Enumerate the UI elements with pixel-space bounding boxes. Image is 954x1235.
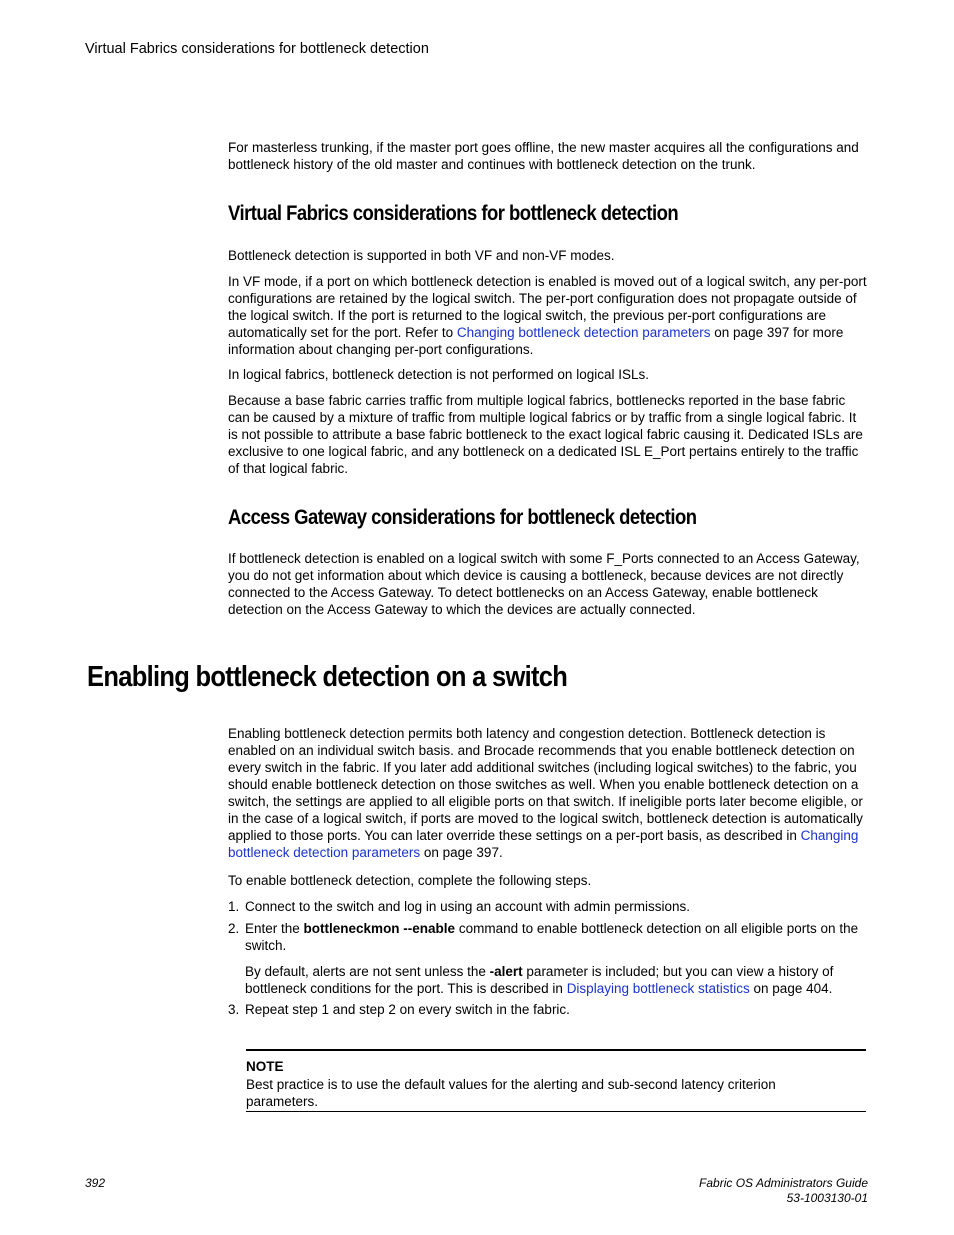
ag-section-heading: Access Gateway considerations for bottleneck detection (228, 506, 697, 529)
vf-section-heading: Virtual Fabrics considerations for bottleneck detection (228, 202, 679, 225)
vf-paragraph-2-text: In VF mode, if a port on which bottleneck detection is enabled is moved out of a logical switch, any per-port configurations are retained by the logical switch. The per-port configuration does not propagate outside of the logical switch. If the port is returned to the logical switch, the previous per-port configurations are automatically set for the port. Refer to (228, 274, 867, 340)
bottleneckmon-command: bottleneckmon --enable (303, 921, 456, 936)
step-2-text (245, 920, 868, 954)
note-text: Best practice is to use the default values for the alerting and sub-second latency criterion parameters. (246, 1077, 776, 1109)
step-2-sub-after: on page 404. (749, 981, 833, 996)
step-2 (228, 920, 868, 954)
changing-bottleneck-parameters-link-2[interactable]: Changing bottleneck detection parameters (228, 828, 859, 860)
step-2-sub-before: By default, alerts are not sent unless the (245, 964, 490, 979)
displaying-bottleneck-statistics-link[interactable]: Displaying bottleneck statistics (566, 981, 750, 996)
enable-paragraph-2: To enable bottleneck detection, complete the following steps. (228, 873, 592, 888)
running-header: Virtual Fabrics considerations for bottleneck detection (85, 41, 429, 57)
step-2-subparagraph (245, 963, 868, 997)
enable-paragraph-1-text: Enabling bottleneck detection permits both latency and congestion detection. Bottleneck detection is enabled on an individual switch basis. and Brocade recommends that you enable bottleneck detection on every switch in the fabric. If you later add additional switches (including logical switches) to the fabric, you should enable bottleneck detection on those switches as well. When you enable bottleneck detection on a switch, the settings are applied to all eligible ports on that switch. If ineligible ports later become eligible, or in the case of a logical switch, if ports are moved to the logical switch, bottleneck detection is automatically applied to those ports. You can later override these settings on a per-port basis, as described in (228, 726, 863, 843)
vf-paragraph-3: In logical fabrics, bottleneck detection is not performed on logical ISLs. (228, 367, 649, 382)
enable-paragraph-1-tail: on page 397. (420, 845, 503, 860)
enable-section-heading: Enabling bottleneck detection on a switch (87, 661, 568, 693)
ag-paragraph-1: If bottleneck detection is enabled on a logical switch with some F_Ports connected to an Access Gateway, you do not get information about which device is causing a bottleneck, because devices are not directly connected to the Access Gateway. To detect bottlenecks on an Access Gateway, enable bottleneck detection on the Access Gateway to which the devices are actually connected. (228, 551, 860, 617)
alert-parameter: -alert (489, 964, 523, 979)
step-3 (228, 1001, 868, 1018)
vf-paragraph-4: Because a base fabric carries traffic from multiple logical fabrics, bottlenecks reported in the base fabric can be caused by a mixture of traffic from multiple logical fabrics or by traffic from a single logical fabric. It is not possible to attribute a base fabric bottleneck to the exact logical fabric causing it. Dedicated ISLs are exclusive to one logical fabric, and any bottleneck on a dedicated ISL E_Port pertains entirely to the traffic of that logical fabric. (228, 393, 863, 476)
step-2-sub-mid: parameter is included; but you can view a history of bottleneck conditions for the port. This is described in (245, 964, 834, 996)
page-number: 392 (85, 1176, 106, 1190)
note-box (246, 1049, 866, 1112)
step-2-text-after: command to enable bottleneck detection on all eligible ports on the switch. (245, 921, 859, 953)
enable-paragraph-1 (228, 725, 868, 861)
vf-paragraph-1: Bottleneck detection is supported in both VF and non-VF modes. (228, 248, 615, 263)
step-2-text-before: Enter the (245, 921, 304, 936)
step-2-number: 2. (228, 921, 240, 936)
intro-paragraph: For masterless trunking, if the master port goes offline, the new master acquires all the configurations and bottleneck history of the old master and continues with bottleneck detection on the trunk. (228, 140, 859, 172)
doc-number: 53-1003130-01 (786, 1191, 868, 1205)
step-3-text: Repeat step 1 and step 2 on every switch in the fabric. (245, 1002, 570, 1017)
step-1-text: Connect to the switch and log in using an account with admin permissions. (245, 899, 690, 914)
changing-bottleneck-parameters-link[interactable]: Changing bottleneck detection parameters (456, 325, 711, 340)
book-title: Fabric OS Administrators Guide (699, 1176, 868, 1190)
step-1 (228, 898, 868, 915)
vf-paragraph-2 (228, 273, 868, 358)
vf-paragraph-2-tail: on page 397 for more information about changing per-port configurations. (228, 325, 844, 357)
step-3-number: 3. (228, 1002, 240, 1017)
step-1-number: 1. (228, 899, 240, 914)
footer-book-info (699, 1176, 868, 1206)
note-label: NOTE (246, 1059, 284, 1074)
